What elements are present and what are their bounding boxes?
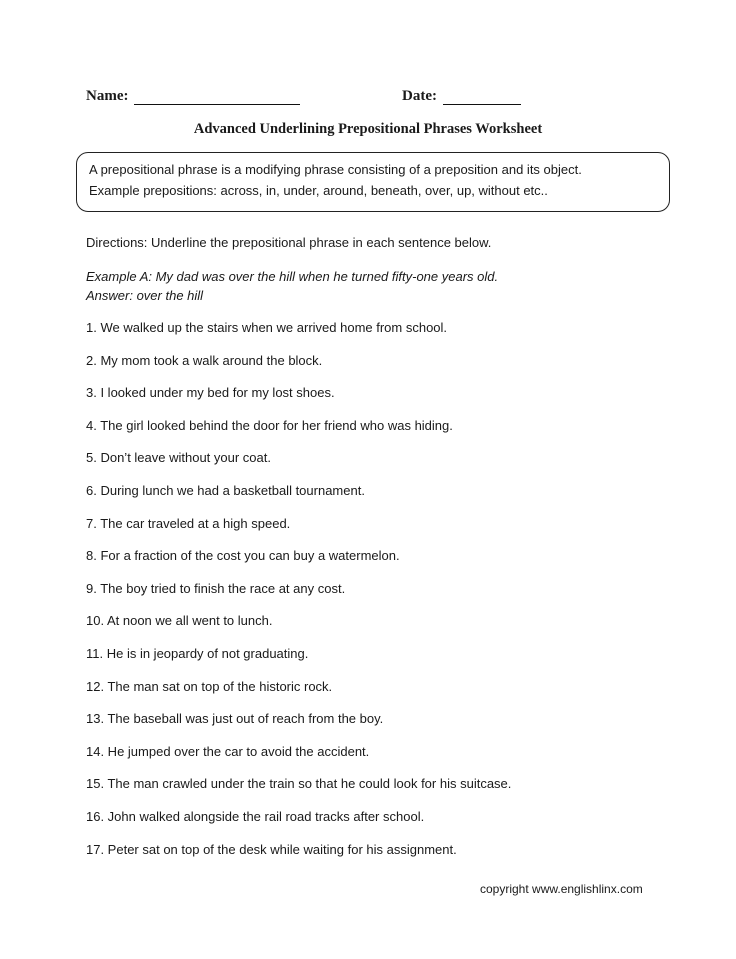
- sentence-list: [86, 319, 511, 873]
- sentence-item: 3. I looked under my bed for my lost shoes.: [86, 385, 335, 401]
- example-prepositions-line: Example prepositions: across, in, under, around, beneath, over, up, without etc..: [89, 183, 548, 198]
- sentence-item: 15. The man crawled under the train so that he could look for his suitcase.: [86, 776, 512, 792]
- sentence-item: 9. The boy tried to finish the race at any cost.: [86, 580, 346, 596]
- date-label: Date:: [402, 88, 437, 104]
- name-field[interactable]: [86, 88, 300, 105]
- sentence-item: 2. My mom took a walk around the block.: [86, 352, 323, 368]
- example-block: [86, 267, 498, 305]
- example-answer: Answer: over the hill: [86, 288, 204, 303]
- header-fields: [86, 88, 556, 108]
- sentence-item: 11. He is in jeopardy of not graduating.: [86, 645, 309, 661]
- sentence-item: 6. During lunch we had a basketball tournament.: [86, 482, 365, 498]
- example-question: Example A: My dad was over the hill when he turned fifty-one years old.: [86, 269, 499, 284]
- date-field[interactable]: [402, 88, 521, 105]
- sentence-item: 8. For a fraction of the cost you can buy a watermelon.: [86, 548, 400, 564]
- sentence-item: 12. The man sat on top of the historic rock.: [86, 678, 333, 694]
- directions-text: Directions: Underline the prepositional phrase in each sentence below.: [86, 235, 492, 250]
- name-label: Name:: [86, 88, 129, 104]
- sentence-item: 17. Peter sat on top of the desk while waiting for his assignment.: [86, 841, 457, 857]
- sentence-item: 13. The baseball was just out of reach from the boy.: [86, 711, 384, 727]
- sentence-item: 16. John walked alongside the rail road tracks after school.: [86, 808, 425, 824]
- worksheet-title: Advanced Underlining Prepositional Phrases Worksheet: [193, 121, 543, 137]
- definition-box: [76, 152, 670, 212]
- copyright-notice: copyright www.englishlinx.com: [480, 882, 643, 896]
- date-blank-line[interactable]: [443, 91, 521, 105]
- sentence-item: 10. At noon we all went to lunch.: [86, 613, 273, 629]
- sentence-item: 1. We walked up the stairs when we arrived home from school.: [86, 320, 448, 335]
- definition-line: A prepositional phrase is a modifying phrase consisting of a preposition and its object.: [89, 162, 582, 177]
- sentence-item: 7. The car traveled at a high speed.: [86, 515, 291, 531]
- sentence-item: 14. He jumped over the car to avoid the accident.: [86, 743, 370, 759]
- sentence-item: 4. The girl looked behind the door for her friend who was hiding.: [86, 417, 453, 433]
- sentence-item: 5. Don’t leave without your coat.: [86, 450, 271, 466]
- name-blank-line[interactable]: [134, 91, 300, 105]
